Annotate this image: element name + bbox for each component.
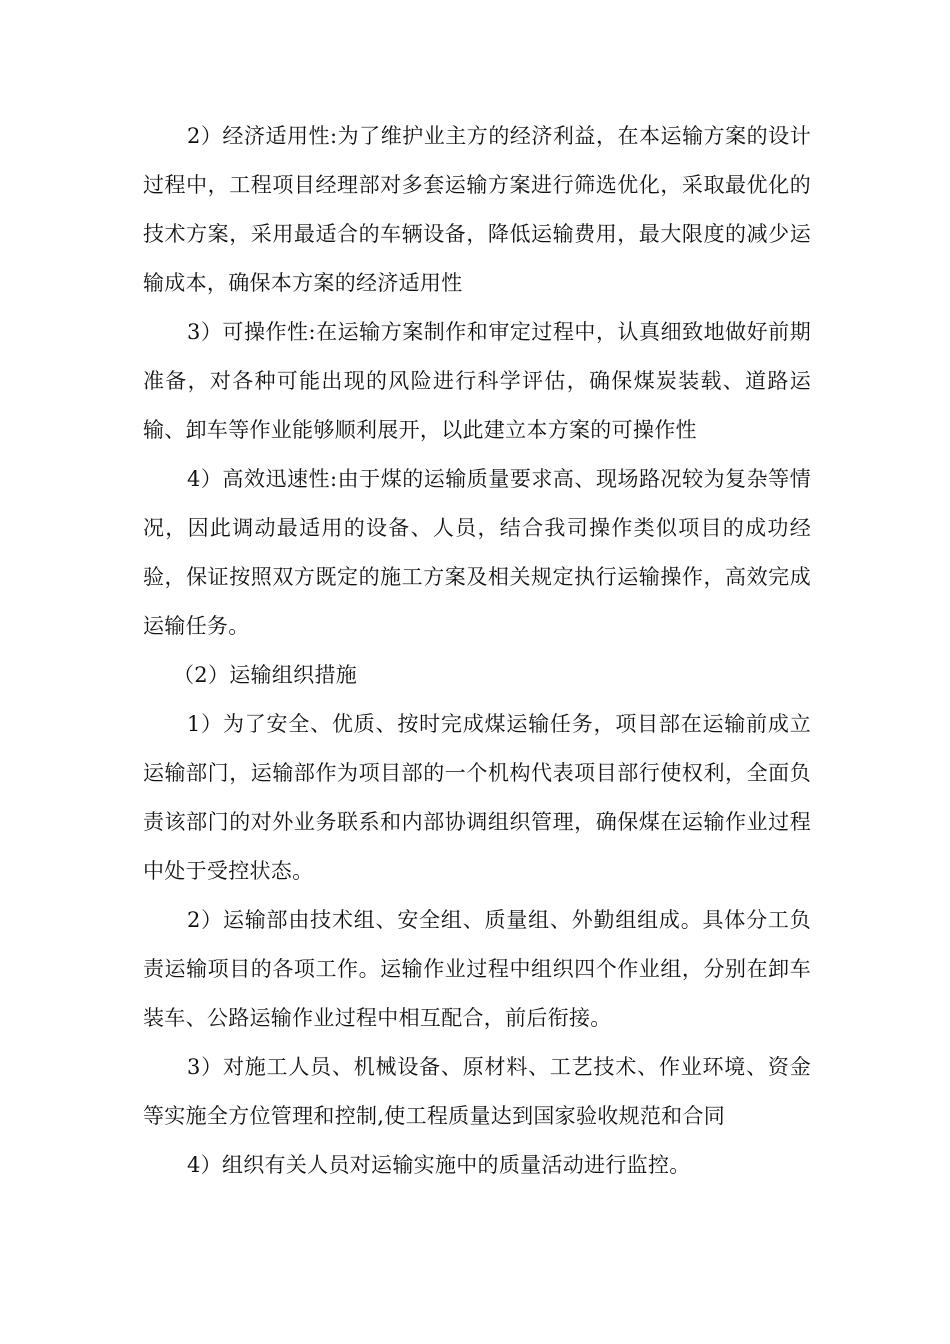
paragraph-operability: 3）可操作性:在运输方案制作和审定过程中，认真细致地做好前期准备，对各种可能出现的风险进行科学评估，确保煤炭装载、道路运输、卸车等作业能够顺利展开，以此建立本方案的可操作性 [143,320,811,442]
paragraph-full-management: 3）对施工人员、机械设备、原材料、工艺技术、作业环境、资金等实施全方位管理和控制,使工程质量达到国家验收规范和合同 [143,1055,811,1128]
document-body [143,112,811,1190]
paragraph-economic-applicability: 2）经济适用性:为了维护业主方的经济利益，在本运输方案的设计过程中，工程项目经理部对多套运输方案进行筛选优化，采取最优化的技术方案，采用最适合的车辆设备，降低运输费用，最大限度的减少运输成本，确保本方案的经济适用性 [143,124,811,295]
paragraph-transport-department: 1）为了安全、优质、按时完成煤运输任务，项目部在运输前成立运输部门，运输部作为项目部的一个机构代表项目部行使权利，全面负责该部门的对外业务联系和内部协调组织管理，确保煤在运输作业过程中处于受控状态。 [143,712,811,883]
paragraph-efficiency: 4）高效迅速性:由于煤的运输质量要求高、现场路况较为复杂等情况，因此调动最适用的设备、人员，结合我司操作类似项目的成功经验，保证按照双方既定的施工方案及相关规定执行运输操作，高效完成运输任务。 [143,467,811,638]
section-heading-transport-organization: （2）运输组织措施 [173,663,358,687]
paragraph-quality-monitoring: 4）组织有关人员对运输实施中的质量活动进行监控。 [187,1153,691,1177]
paragraph-department-groups: 2）运输部由技术组、安全组、质量组、外勤组组成。具体分工负责运输项目的各项工作。运输作业过程中组织四个作业组，分别在卸车装车、公路运输作业过程中相互配合，前后衔接。 [143,908,811,1030]
